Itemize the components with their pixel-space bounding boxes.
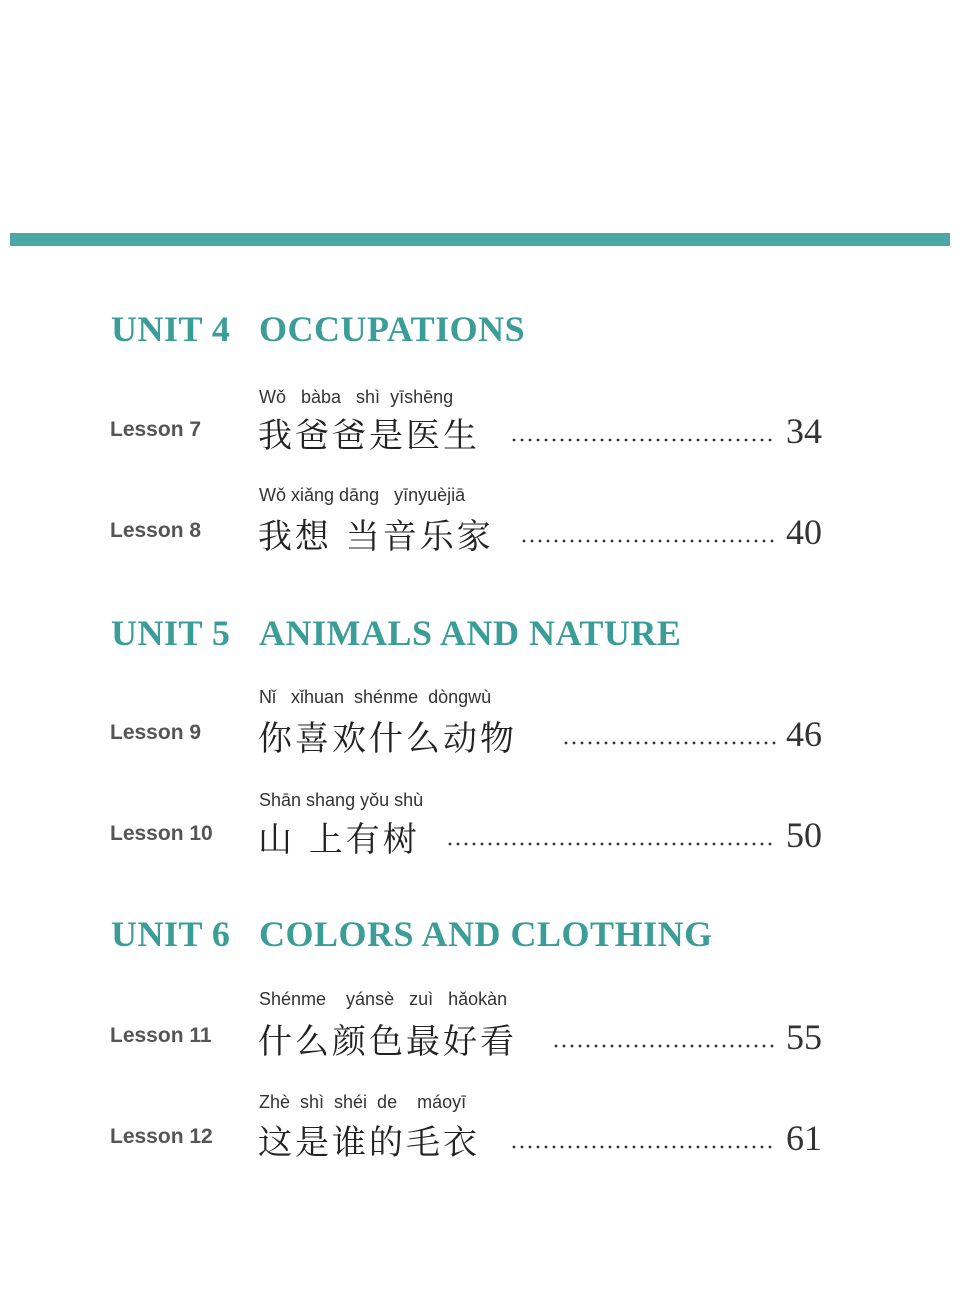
- lesson-title: 山 上有树: [258, 820, 420, 860]
- header-rule: [10, 233, 950, 246]
- unit-name: COLORS AND CLOTHING: [259, 914, 713, 954]
- lesson-pinyin: Wǒ bàba shì yīshēng: [259, 387, 454, 407]
- dot-leader: [562, 739, 776, 747]
- lesson-pinyin: Shénme yánsè zuì hǎokàn: [259, 989, 508, 1009]
- lesson-title: 什么颜色最好看: [258, 1022, 517, 1062]
- dot-leader: [510, 436, 776, 444]
- lesson-pinyin: Zhè shì shéi de máoyī: [259, 1092, 467, 1112]
- unit-heading: [111, 913, 713, 955]
- lesson-label: Lesson 10: [110, 822, 213, 845]
- lesson-pinyin: Nǐ xǐhuan shénme dòngwù: [259, 687, 492, 707]
- unit-number: UNIT 6: [111, 914, 231, 954]
- unit-name: ANIMALS AND NATURE: [259, 613, 682, 653]
- lesson-label: Lesson 12: [110, 1125, 213, 1148]
- unit-number: UNIT 4: [111, 309, 231, 349]
- lesson-pinyin: Wǒ xiǎng dāng yīnyuèjiā: [259, 485, 466, 505]
- unit-heading: [111, 308, 525, 350]
- page-number: 55: [786, 1017, 822, 1057]
- lesson-label: Lesson 11: [110, 1024, 212, 1047]
- dot-leader: [446, 840, 776, 848]
- dot-leader: [552, 1042, 776, 1050]
- unit-name: OCCUPATIONS: [259, 309, 526, 349]
- lesson-title: 你喜欢什么动物: [258, 719, 517, 759]
- dot-leader: [510, 1143, 776, 1151]
- lesson-pinyin: Shān shang yǒu shù: [259, 790, 424, 810]
- lesson-label: Lesson 9: [110, 721, 202, 744]
- lesson-title: 这是谁的毛衣: [258, 1123, 480, 1163]
- dot-leader: [520, 537, 776, 545]
- page-number: 61: [786, 1118, 822, 1158]
- page-number: 40: [786, 512, 822, 552]
- page-number: 50: [786, 815, 822, 855]
- lesson-label: Lesson 8: [110, 519, 202, 542]
- lesson-label: Lesson 7: [110, 418, 202, 441]
- unit-heading: [111, 612, 681, 654]
- page-number: 34: [786, 411, 822, 451]
- lesson-title: 我爸爸是医生: [258, 416, 480, 456]
- page-number: 46: [786, 714, 822, 754]
- unit-number: UNIT 5: [111, 613, 231, 653]
- lesson-title: 我想 当音乐家: [258, 517, 494, 557]
